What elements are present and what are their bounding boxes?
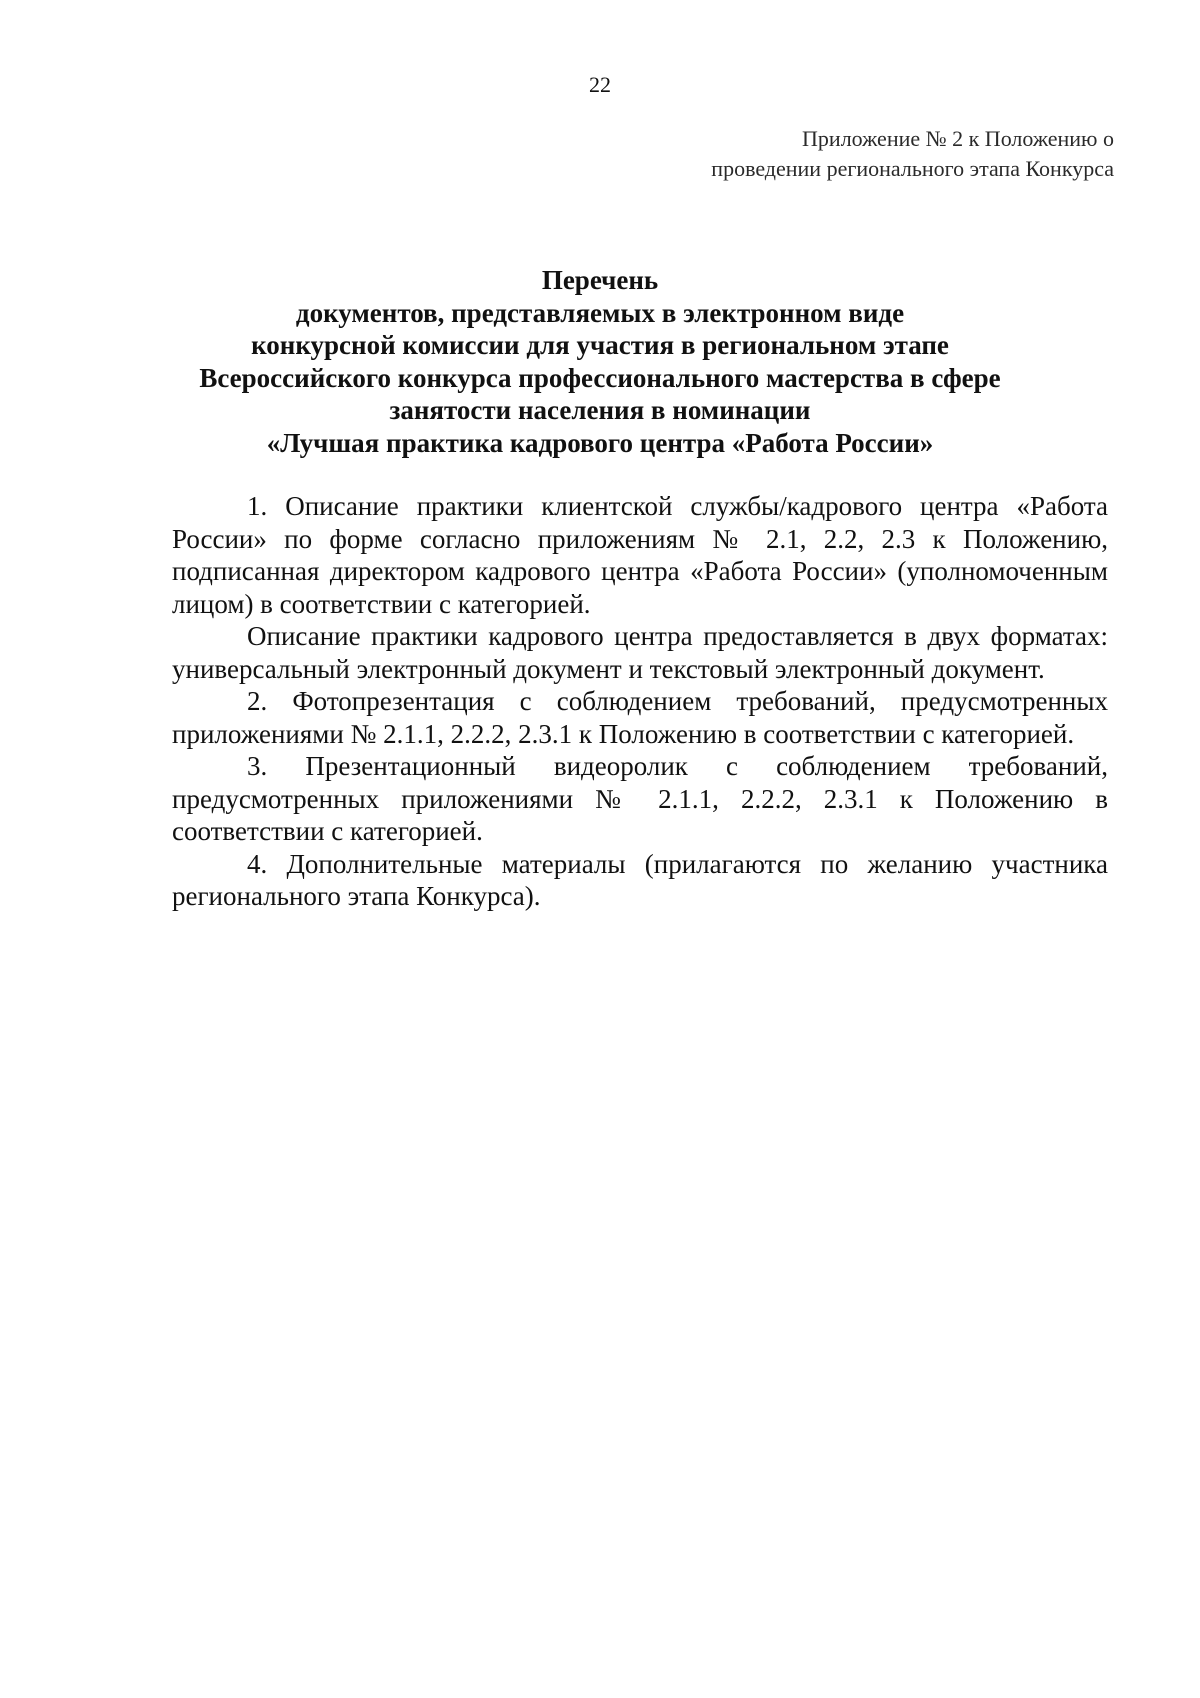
title-line: Всероссийского конкурса профессионального мастерства в сфере <box>199 362 1001 393</box>
document-title <box>140 264 1060 459</box>
list-item-4: 4. Дополнительные материалы (прилагаются по желанию участника регионального этапа Конкурса). <box>172 848 1108 911</box>
page-number: 22 <box>589 72 611 97</box>
list-item-1: 1. Описание практики клиентской службы/кадрового центра «Работа России» по форме согласно приложениям № 2.1, 2.2, 2.3 к Положению, подписанная директором кадрового центра «Работа России» (уполномоченным лицом) в соответствии с категорией. <box>172 491 1108 619</box>
list-item-3: 3. Презентационный видеоролик с соблюдением требований, предусмотренных приложениями № 2.1.1, 2.2.2, 2.3.1 к Положению в соответствии с категорией. <box>172 751 1108 846</box>
title-line: «Лучшая практика кадрового центра «Работа России» <box>266 427 934 458</box>
title-line: Перечень <box>541 265 659 295</box>
appendix-note-line: Приложение № 2 к Положению о <box>802 126 1114 151</box>
title-line: занятости населения в номинации <box>389 395 811 425</box>
title-line: конкурсной комиссии для участия в региональном этапе <box>251 330 949 360</box>
title-line: документов, представляемых в электронном виде <box>295 297 905 328</box>
document-body <box>172 490 1108 913</box>
list-item-2: 2. Фотопрезентация с соблюдением требований, предусмотренных приложениями № 2.1.1, 2.2.2, 2.3.1 к Положению в соответствии с категорией. <box>172 686 1108 749</box>
appendix-note <box>594 124 1114 184</box>
appendix-note-line: проведении регионального этапа Конкурса <box>711 156 1114 181</box>
list-item-1-note: Описание практики кадрового центра предоставляется в двух форматах: универсальный электронный документ и текстовый электронный документ. <box>172 621 1108 684</box>
